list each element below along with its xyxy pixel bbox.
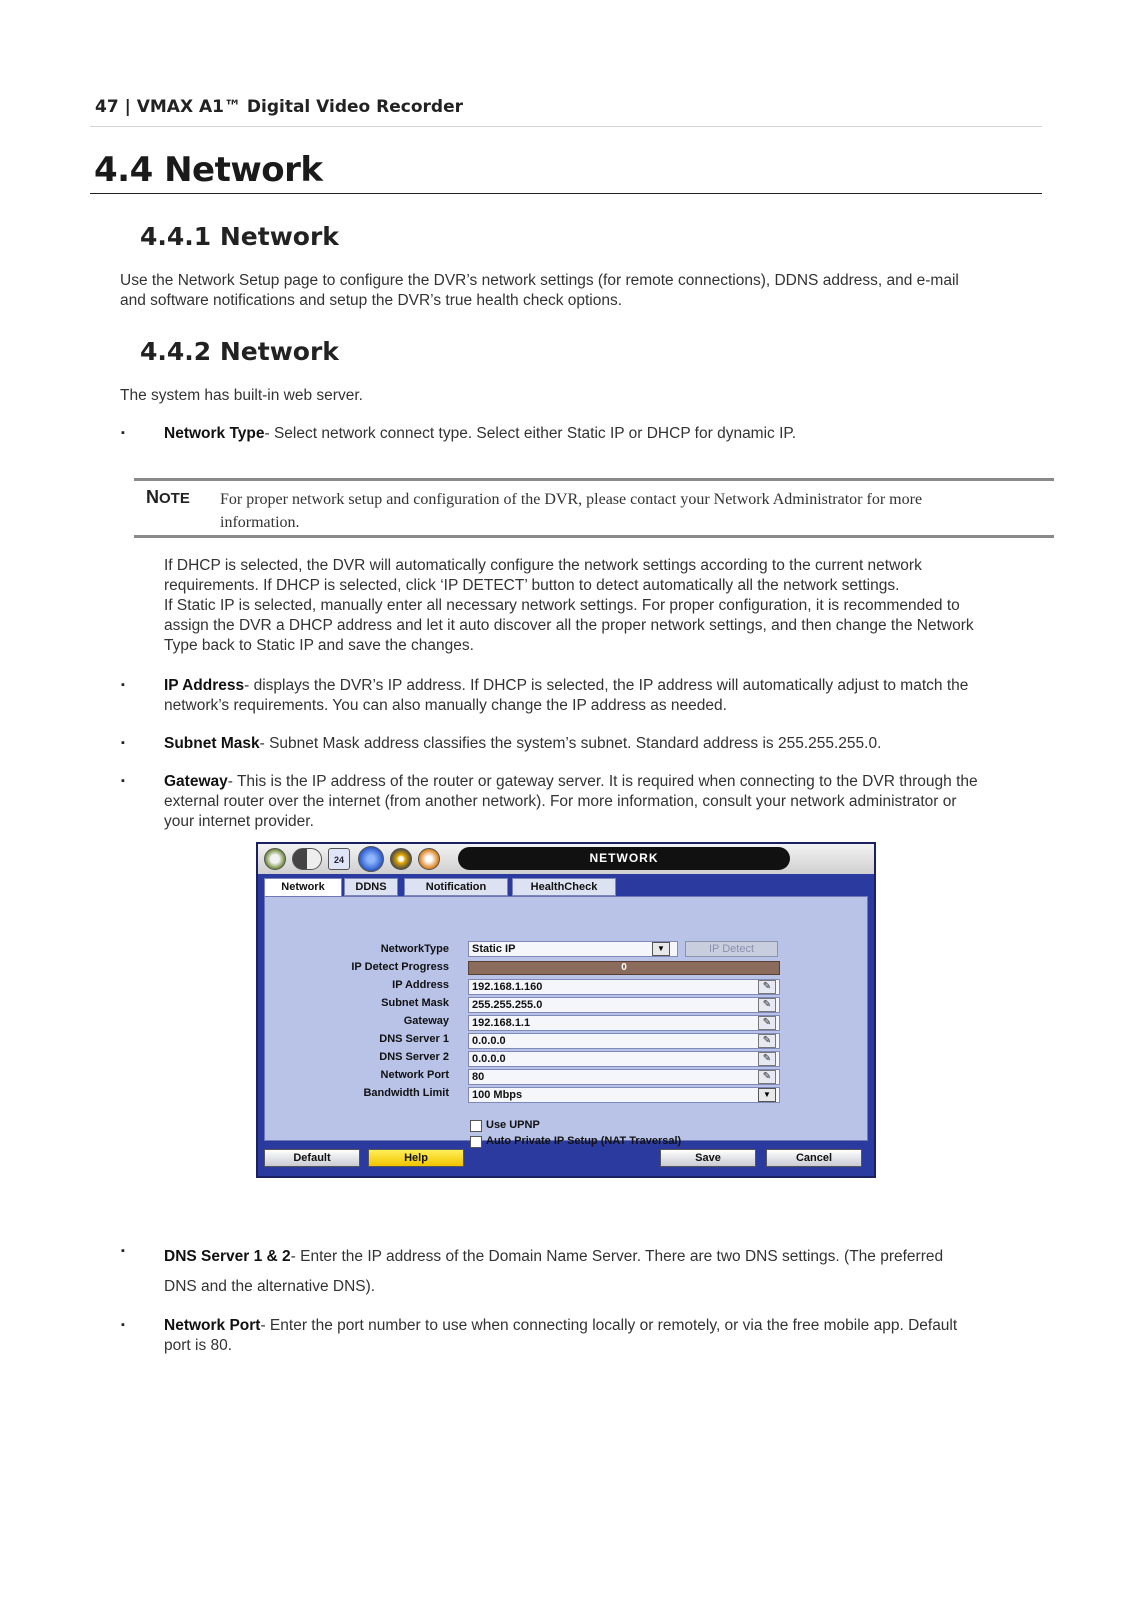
ip-detect-button[interactable]: IP Detect bbox=[685, 941, 778, 957]
tab-healthcheck[interactable]: HealthCheck bbox=[512, 878, 616, 896]
bullet-description: - This is the IP address of the router or gateway server. It is required when connecting to the DVR through the bbox=[227, 773, 978, 790]
bullet-subnet-mask bbox=[164, 734, 1044, 754]
paragraph-line: requirements. If DHCP is selected, click ‘IP DETECT’ button to detect automatically all the network settings. bbox=[164, 577, 900, 594]
dvr-settings-panel bbox=[264, 896, 868, 1147]
label-ip-detect-progress: IP Detect Progress bbox=[351, 961, 449, 973]
label-gateway: Gateway bbox=[403, 1015, 449, 1027]
label-network-type: NetworkType bbox=[380, 943, 449, 955]
bullet-marker: ▪ bbox=[121, 737, 125, 749]
bullet-term: Network Port bbox=[164, 1317, 261, 1334]
chevron-down-icon[interactable]: ▼ bbox=[652, 942, 670, 956]
note-box bbox=[134, 478, 1054, 538]
bullet-description-line: DNS and the alternative DNS). bbox=[164, 1278, 376, 1295]
bullet-description-line: network’s requirements. You can also manually change the IP address as needed. bbox=[164, 697, 727, 714]
dvr-top-bar bbox=[258, 844, 874, 874]
label-subnet-mask: Subnet Mask bbox=[381, 997, 449, 1009]
edit-pencil-icon[interactable]: ✎ bbox=[758, 1052, 776, 1066]
edit-pencil-icon[interactable]: ✎ bbox=[758, 1034, 776, 1048]
paragraph-line: and software notifications and setup the DVR’s true health check options. bbox=[120, 292, 623, 309]
bullet-description: - Subnet Mask address classifies the system’s subnet. Standard address is 255.255.255.0. bbox=[259, 735, 882, 752]
bullet-term: DNS Server 1 & 2 bbox=[164, 1248, 291, 1265]
bullet-description-line: external router over the internet (from another network). For more information, consult your network administrator or bbox=[164, 793, 957, 810]
bullet-term: IP Address bbox=[164, 677, 245, 694]
bandwidth-limit-select[interactable]: 100 Mbps bbox=[468, 1087, 780, 1103]
bullet-description-line: your internet provider. bbox=[164, 813, 314, 830]
bullet-dns-servers bbox=[164, 1242, 1044, 1302]
disc-icon[interactable] bbox=[390, 848, 412, 870]
globe-icon[interactable] bbox=[358, 846, 384, 872]
bullet-marker: ▪ bbox=[121, 679, 125, 691]
subsection-2-paragraph: The system has built-in web server. bbox=[120, 387, 363, 404]
network-port-field[interactable]: 80 bbox=[468, 1069, 780, 1085]
tab-notification[interactable]: Notification bbox=[404, 878, 508, 896]
dns-server-2-field[interactable]: 0.0.0.0 bbox=[468, 1051, 780, 1067]
bullet-network-port bbox=[164, 1316, 1044, 1356]
nat-traversal-label: Auto Private IP Setup (NAT Traversal) bbox=[486, 1135, 682, 1147]
tab-network[interactable]: Network bbox=[264, 878, 342, 898]
bullet-term: Gateway bbox=[164, 773, 228, 790]
cog-icon[interactable] bbox=[418, 848, 440, 870]
bullet-term: Subnet Mask bbox=[164, 735, 260, 752]
bullet-description: - Enter the port number to use when connecting locally or remotely, or via the free mobile app. Default bbox=[260, 1317, 958, 1334]
chevron-down-icon[interactable]: ▼ bbox=[758, 1088, 776, 1102]
bullet-term: Network Type bbox=[164, 425, 265, 442]
ip-address-field[interactable]: 192.168.1.160 bbox=[468, 979, 780, 995]
running-header bbox=[95, 97, 463, 117]
subsection-1-paragraph bbox=[120, 271, 1035, 311]
header-rule bbox=[90, 126, 1042, 127]
paragraph-line: If DHCP is selected, the DVR will automatically configure the network settings according to the current network bbox=[164, 557, 922, 574]
header-separator: | bbox=[124, 97, 131, 117]
dhcp-explanation bbox=[164, 556, 1044, 656]
nat-traversal-checkbox[interactable] bbox=[470, 1136, 482, 1148]
bullet-marker: ▪ bbox=[121, 1319, 125, 1331]
cancel-button[interactable]: Cancel bbox=[766, 1149, 862, 1167]
subnet-mask-field[interactable]: 255.255.255.0 bbox=[468, 997, 780, 1013]
gear-icon[interactable] bbox=[264, 848, 286, 870]
document-title: VMAX A1™ Digital Video Recorder bbox=[136, 97, 463, 117]
bullet-description: - Select network connect type. Select either Static IP or DHCP for dynamic IP. bbox=[264, 425, 797, 442]
bullet-marker: ▪ bbox=[121, 775, 125, 787]
help-button[interactable]: Help bbox=[368, 1149, 464, 1167]
edit-pencil-icon[interactable]: ✎ bbox=[758, 998, 776, 1012]
bullet-description: - Enter the IP address of the Domain Name Server. There are two DNS settings. (The preferred bbox=[290, 1248, 944, 1265]
use-upnp-label: Use UPNP bbox=[486, 1119, 540, 1131]
tab-ddns[interactable]: DDNS bbox=[344, 878, 398, 896]
note-text bbox=[220, 488, 1040, 534]
section-rule bbox=[90, 193, 1042, 194]
save-button[interactable]: Save bbox=[660, 1149, 756, 1167]
page-number: 47 bbox=[95, 97, 119, 117]
edit-pencil-icon[interactable]: ✎ bbox=[758, 1016, 776, 1030]
calendar-icon[interactable]: 24 bbox=[328, 848, 350, 870]
bullet-description: - displays the DVR’s IP address. If DHCP is selected, the IP address will automatically adjust to match the bbox=[244, 677, 969, 694]
dns-server-1-field[interactable]: 0.0.0.0 bbox=[468, 1033, 780, 1049]
default-button[interactable]: Default bbox=[264, 1149, 360, 1167]
bullet-network-type bbox=[164, 424, 1044, 444]
paragraph-line: assign the DVR a DHCP address and let it auto discover all the proper network settings, and then change the Network bbox=[164, 617, 974, 634]
edit-pencil-icon[interactable]: ✎ bbox=[758, 1070, 776, 1084]
section-title: 4.4 Network bbox=[94, 150, 323, 190]
note-label-rest: OTE bbox=[159, 490, 190, 507]
bullet-gateway bbox=[164, 772, 1044, 832]
note-line: information. bbox=[220, 514, 300, 531]
label-bandwidth-limit: Bandwidth Limit bbox=[363, 1087, 449, 1099]
paragraph-line: Use the Network Setup page to configure the DVR’s network settings (for remote connections), DDNS address, and e-mail bbox=[120, 272, 959, 289]
bullet-ip-address bbox=[164, 676, 1044, 716]
dvr-window-title: NETWORK bbox=[458, 847, 790, 870]
edit-pencil-icon[interactable]: ✎ bbox=[758, 980, 776, 994]
bullet-marker: ▪ bbox=[121, 1245, 125, 1257]
gateway-field[interactable]: 192.168.1.1 bbox=[468, 1015, 780, 1031]
network-type-select[interactable]: Static IP bbox=[468, 941, 678, 957]
bullet-marker: ▪ bbox=[121, 427, 125, 439]
paragraph-line: Type back to Static IP and save the changes. bbox=[164, 637, 474, 654]
note-line: For proper network setup and configuration of the DVR, please contact your Network Administrator for more bbox=[220, 491, 923, 508]
paragraph-line: If Static IP is selected, manually enter all necessary network settings. For proper configuration, it is recommended to bbox=[164, 597, 960, 614]
subsection-title-1: 4.4.1 Network bbox=[140, 222, 339, 251]
label-dns-server-2: DNS Server 2 bbox=[379, 1051, 449, 1063]
label-ip-address: IP Address bbox=[392, 979, 449, 991]
subsection-title-2: 4.4.2 Network bbox=[140, 337, 339, 366]
label-dns-server-1: DNS Server 1 bbox=[379, 1033, 449, 1045]
note-label-first: N bbox=[146, 487, 159, 507]
note-label bbox=[146, 487, 190, 508]
label-network-port: Network Port bbox=[380, 1069, 449, 1081]
bullet-description-line: port is 80. bbox=[164, 1337, 233, 1354]
use-upnp-checkbox[interactable] bbox=[470, 1120, 482, 1132]
dvr-network-screenshot bbox=[256, 842, 876, 1178]
ip-detect-progress-bar: 0 bbox=[468, 961, 780, 975]
toggle-icon[interactable] bbox=[292, 848, 322, 870]
